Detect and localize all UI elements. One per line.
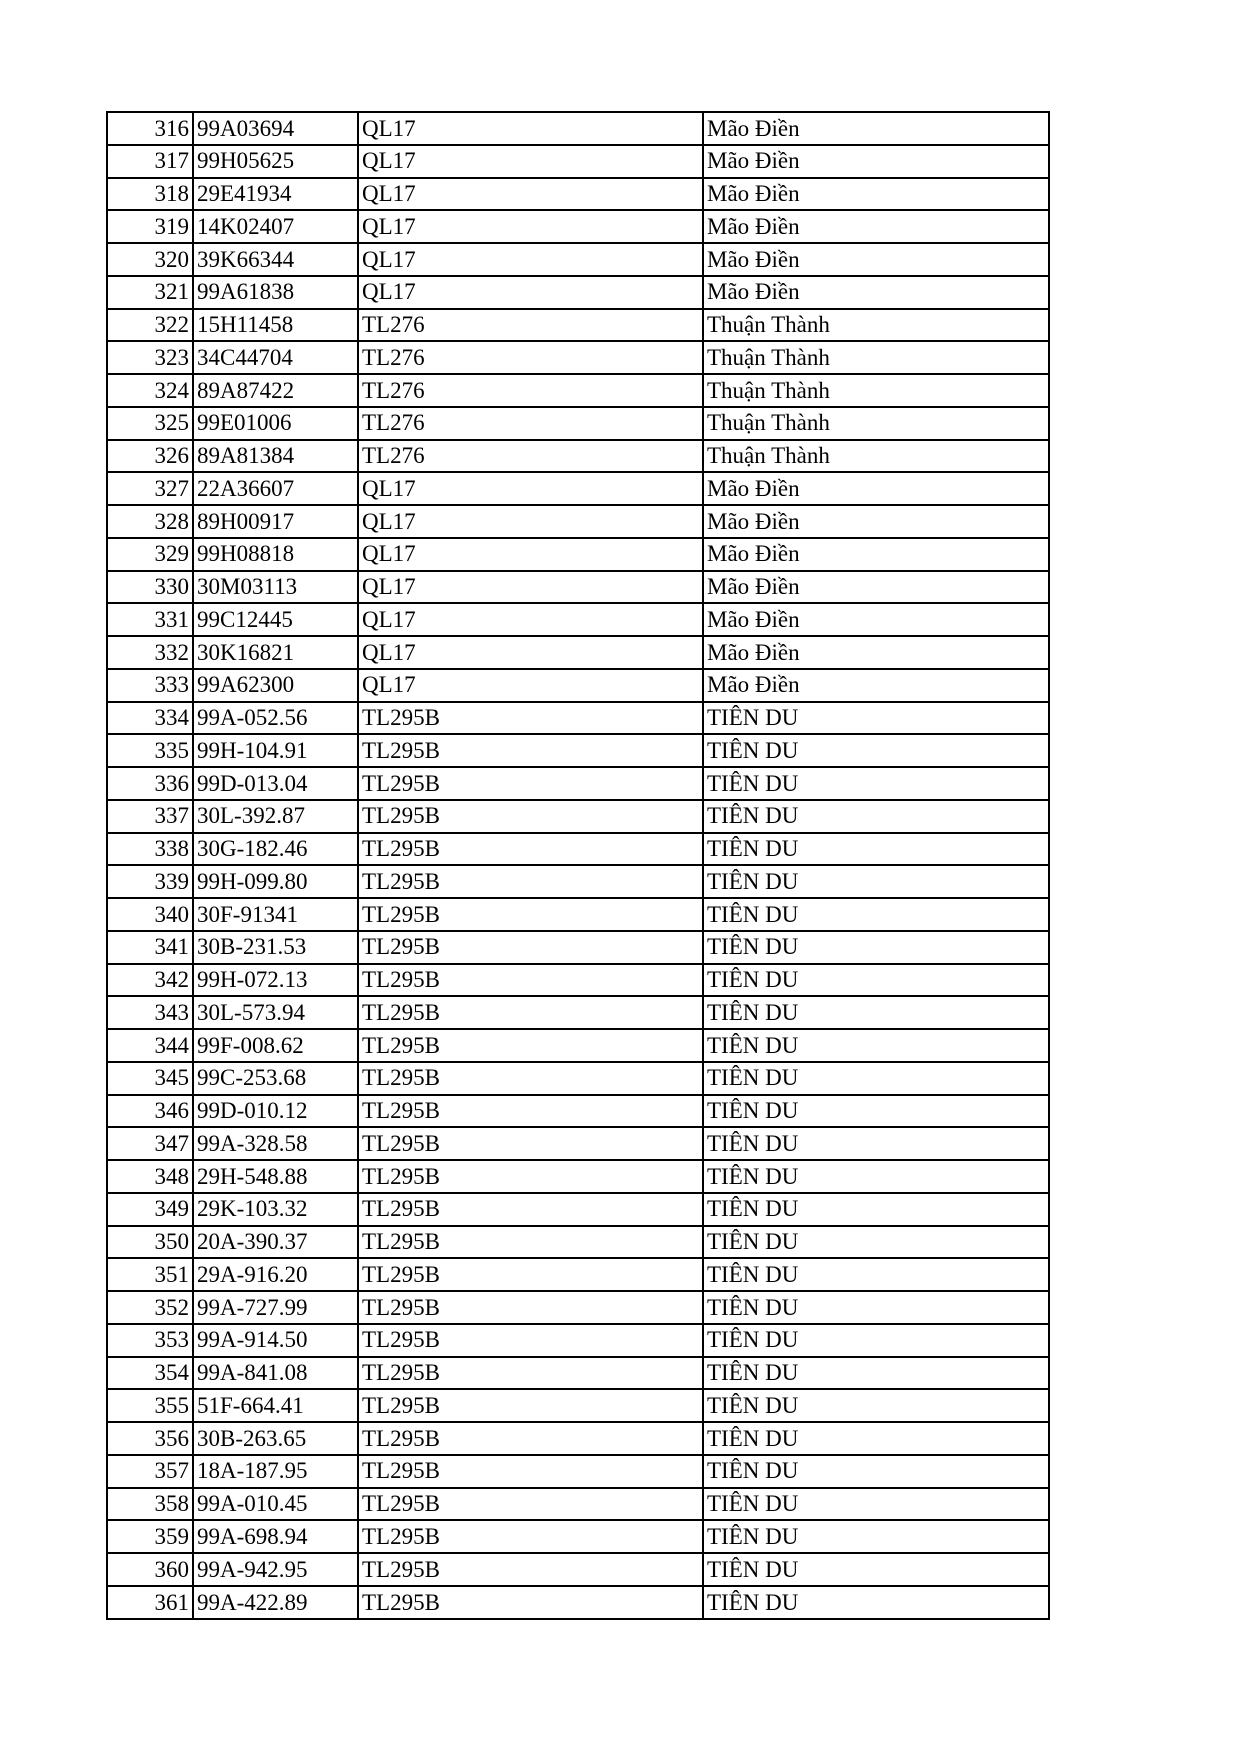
- road-cell: QL17: [358, 538, 703, 571]
- district-cell: TIÊN DU: [703, 931, 1049, 964]
- plate-cell: 30F-91341: [193, 898, 358, 931]
- table-row: [107, 1029, 1049, 1062]
- table-row: [107, 145, 1049, 178]
- table-row: [107, 407, 1049, 440]
- row-index-cell: 346: [107, 1095, 193, 1128]
- row-index-cell: 327: [107, 472, 193, 505]
- plate-cell: 30M03113: [193, 571, 358, 604]
- table-row: [107, 603, 1049, 636]
- plate-cell: 99A-698.94: [193, 1520, 358, 1553]
- table-row: [107, 472, 1049, 505]
- plate-cell: 29H-548.88: [193, 1160, 358, 1193]
- district-cell: Mão Điền: [703, 571, 1049, 604]
- road-cell: TL276: [358, 374, 703, 407]
- district-cell: Thuận Thành: [703, 341, 1049, 374]
- table-row: [107, 865, 1049, 898]
- road-cell: TL295B: [358, 1258, 703, 1291]
- row-index-cell: 341: [107, 931, 193, 964]
- district-cell: TIÊN DU: [703, 1062, 1049, 1095]
- road-cell: QL17: [358, 472, 703, 505]
- plate-cell: 34C44704: [193, 341, 358, 374]
- table-row: [107, 440, 1049, 473]
- row-index-cell: 329: [107, 538, 193, 571]
- road-cell: TL295B: [358, 1062, 703, 1095]
- road-cell: QL17: [358, 210, 703, 243]
- road-cell: TL295B: [358, 1488, 703, 1521]
- row-index-cell: 361: [107, 1586, 193, 1619]
- row-index-cell: 353: [107, 1324, 193, 1357]
- row-index-cell: 323: [107, 341, 193, 374]
- plate-cell: 99H-104.91: [193, 734, 358, 767]
- district-cell: Mão Điền: [703, 243, 1049, 276]
- road-cell: QL17: [358, 276, 703, 309]
- row-index-cell: 349: [107, 1193, 193, 1226]
- plate-cell: 99A-052.56: [193, 702, 358, 735]
- district-cell: Mão Điền: [703, 472, 1049, 505]
- table-row: [107, 309, 1049, 342]
- plate-cell: 99A-942.95: [193, 1553, 358, 1586]
- plate-cell: 99A-841.08: [193, 1357, 358, 1390]
- row-index-cell: 326: [107, 440, 193, 473]
- table-row: [107, 1324, 1049, 1357]
- row-index-cell: 322: [107, 309, 193, 342]
- row-index-cell: 342: [107, 964, 193, 997]
- road-cell: QL17: [358, 178, 703, 211]
- district-cell: Thuận Thành: [703, 374, 1049, 407]
- row-index-cell: 331: [107, 603, 193, 636]
- district-cell: TIÊN DU: [703, 865, 1049, 898]
- row-index-cell: 345: [107, 1062, 193, 1095]
- table-row: [107, 996, 1049, 1029]
- district-cell: TIÊN DU: [703, 1226, 1049, 1259]
- road-cell: QL17: [358, 505, 703, 538]
- road-cell: TL295B: [358, 1586, 703, 1619]
- row-index-cell: 325: [107, 407, 193, 440]
- road-cell: TL295B: [358, 1389, 703, 1422]
- row-index-cell: 343: [107, 996, 193, 1029]
- plate-cell: 20A-390.37: [193, 1226, 358, 1259]
- table-row: [107, 636, 1049, 669]
- row-index-cell: 347: [107, 1127, 193, 1160]
- plate-cell: 29E41934: [193, 178, 358, 211]
- district-cell: TIÊN DU: [703, 1520, 1049, 1553]
- table-row: [107, 1520, 1049, 1553]
- table-row: [107, 833, 1049, 866]
- row-index-cell: 360: [107, 1553, 193, 1586]
- road-cell: QL17: [358, 112, 703, 145]
- plate-cell: 30G-182.46: [193, 833, 358, 866]
- table-row: [107, 1160, 1049, 1193]
- table-row: [107, 1193, 1049, 1226]
- road-cell: TL295B: [358, 931, 703, 964]
- district-cell: TIÊN DU: [703, 702, 1049, 735]
- table-row: [107, 1127, 1049, 1160]
- district-cell: TIÊN DU: [703, 1095, 1049, 1128]
- road-cell: TL295B: [358, 800, 703, 833]
- plate-cell: 99H08818: [193, 538, 358, 571]
- table-row: [107, 243, 1049, 276]
- row-index-cell: 321: [107, 276, 193, 309]
- plate-cell: 99A-422.89: [193, 1586, 358, 1619]
- plate-cell: 99A-727.99: [193, 1291, 358, 1324]
- row-index-cell: 359: [107, 1520, 193, 1553]
- road-cell: TL295B: [358, 767, 703, 800]
- plate-cell: 15H11458: [193, 309, 358, 342]
- road-cell: QL17: [358, 603, 703, 636]
- row-index-cell: 348: [107, 1160, 193, 1193]
- row-index-cell: 344: [107, 1029, 193, 1062]
- district-cell: Thuận Thành: [703, 407, 1049, 440]
- road-cell: TL295B: [358, 1455, 703, 1488]
- row-index-cell: 357: [107, 1455, 193, 1488]
- row-index-cell: 332: [107, 636, 193, 669]
- road-cell: TL295B: [358, 996, 703, 1029]
- plate-cell: 99A61838: [193, 276, 358, 309]
- table-row: [107, 800, 1049, 833]
- row-index-cell: 319: [107, 210, 193, 243]
- district-cell: Thuận Thành: [703, 440, 1049, 473]
- row-index-cell: 334: [107, 702, 193, 735]
- row-index-cell: 324: [107, 374, 193, 407]
- plate-cell: 99F-008.62: [193, 1029, 358, 1062]
- road-cell: TL295B: [358, 1357, 703, 1390]
- plate-cell: 22A36607: [193, 472, 358, 505]
- table-row: [107, 112, 1049, 145]
- row-index-cell: 356: [107, 1422, 193, 1455]
- row-index-cell: 316: [107, 112, 193, 145]
- district-cell: TIÊN DU: [703, 1029, 1049, 1062]
- district-cell: TIÊN DU: [703, 1586, 1049, 1619]
- road-cell: QL17: [358, 145, 703, 178]
- table-row: [107, 505, 1049, 538]
- table-row: [107, 374, 1049, 407]
- plate-cell: 99D-013.04: [193, 767, 358, 800]
- district-cell: TIÊN DU: [703, 898, 1049, 931]
- row-index-cell: 330: [107, 571, 193, 604]
- road-cell: TL276: [358, 407, 703, 440]
- plate-cell: 99C-253.68: [193, 1062, 358, 1095]
- district-cell: Mão Điền: [703, 210, 1049, 243]
- road-cell: TL295B: [358, 1324, 703, 1357]
- row-index-cell: 350: [107, 1226, 193, 1259]
- road-cell: TL295B: [358, 1160, 703, 1193]
- plate-cell: 89A81384: [193, 440, 358, 473]
- road-cell: TL295B: [358, 1422, 703, 1455]
- district-cell: Mão Điền: [703, 178, 1049, 211]
- row-index-cell: 328: [107, 505, 193, 538]
- district-cell: TIÊN DU: [703, 996, 1049, 1029]
- table-row: [107, 178, 1049, 211]
- district-cell: Mão Điền: [703, 636, 1049, 669]
- table-row: [107, 931, 1049, 964]
- table-row: [107, 341, 1049, 374]
- road-cell: QL17: [358, 243, 703, 276]
- row-index-cell: 335: [107, 734, 193, 767]
- row-index-cell: 317: [107, 145, 193, 178]
- district-cell: TIÊN DU: [703, 1357, 1049, 1390]
- road-cell: TL276: [358, 309, 703, 342]
- road-cell: QL17: [358, 571, 703, 604]
- road-cell: TL295B: [358, 898, 703, 931]
- district-cell: TIÊN DU: [703, 964, 1049, 997]
- table-row: [107, 276, 1049, 309]
- plate-cell: 99A-914.50: [193, 1324, 358, 1357]
- plate-cell: 30B-263.65: [193, 1422, 358, 1455]
- plate-cell: 51F-664.41: [193, 1389, 358, 1422]
- plate-cell: 29K-103.32: [193, 1193, 358, 1226]
- row-index-cell: 352: [107, 1291, 193, 1324]
- plate-cell: 30L-392.87: [193, 800, 358, 833]
- plate-cell: 18A-187.95: [193, 1455, 358, 1488]
- district-cell: Mão Điền: [703, 112, 1049, 145]
- table-row: [107, 964, 1049, 997]
- road-cell: QL17: [358, 636, 703, 669]
- district-cell: TIÊN DU: [703, 1488, 1049, 1521]
- row-index-cell: 337: [107, 800, 193, 833]
- plate-cell: 29A-916.20: [193, 1258, 358, 1291]
- row-index-cell: 355: [107, 1389, 193, 1422]
- district-cell: Mão Điền: [703, 603, 1049, 636]
- road-cell: TL295B: [358, 964, 703, 997]
- table-row: [107, 1357, 1049, 1390]
- plate-cell: 99H-072.13: [193, 964, 358, 997]
- road-cell: TL295B: [358, 1553, 703, 1586]
- district-cell: TIÊN DU: [703, 1553, 1049, 1586]
- table-row: [107, 767, 1049, 800]
- table-row: [107, 210, 1049, 243]
- row-index-cell: 340: [107, 898, 193, 931]
- district-cell: TIÊN DU: [703, 1455, 1049, 1488]
- plate-cell: 89A87422: [193, 374, 358, 407]
- table-row: [107, 1291, 1049, 1324]
- row-index-cell: 338: [107, 833, 193, 866]
- district-cell: TIÊN DU: [703, 1389, 1049, 1422]
- district-cell: TIÊN DU: [703, 1258, 1049, 1291]
- table-row: [107, 538, 1049, 571]
- district-cell: Mão Điền: [703, 538, 1049, 571]
- road-cell: TL276: [358, 440, 703, 473]
- row-index-cell: 318: [107, 178, 193, 211]
- road-cell: TL295B: [358, 833, 703, 866]
- plate-cell: 99A03694: [193, 112, 358, 145]
- plate-cell: 14K02407: [193, 210, 358, 243]
- row-index-cell: 336: [107, 767, 193, 800]
- row-index-cell: 354: [107, 1357, 193, 1390]
- road-cell: TL276: [358, 341, 703, 374]
- table-row: [107, 734, 1049, 767]
- table-row: [107, 1488, 1049, 1521]
- plate-cell: 89H00917: [193, 505, 358, 538]
- road-cell: TL295B: [358, 734, 703, 767]
- plate-cell: 99A-328.58: [193, 1127, 358, 1160]
- district-cell: TIÊN DU: [703, 767, 1049, 800]
- vehicle-table: [106, 111, 1050, 1620]
- plate-cell: 30L-573.94: [193, 996, 358, 1029]
- road-cell: TL295B: [358, 702, 703, 735]
- table-row: [107, 1455, 1049, 1488]
- plate-cell: 99D-010.12: [193, 1095, 358, 1128]
- plate-cell: 99E01006: [193, 407, 358, 440]
- road-cell: TL295B: [358, 1029, 703, 1062]
- district-cell: TIÊN DU: [703, 1160, 1049, 1193]
- plate-cell: 99H05625: [193, 145, 358, 178]
- road-cell: TL295B: [358, 1193, 703, 1226]
- table-row: [107, 1586, 1049, 1619]
- district-cell: TIÊN DU: [703, 1422, 1049, 1455]
- road-cell: TL295B: [358, 865, 703, 898]
- row-index-cell: 320: [107, 243, 193, 276]
- plate-cell: 30B-231.53: [193, 931, 358, 964]
- table-row: [107, 1422, 1049, 1455]
- row-index-cell: 339: [107, 865, 193, 898]
- table-row: [107, 1226, 1049, 1259]
- plate-cell: 99A-010.45: [193, 1488, 358, 1521]
- table-row: [107, 898, 1049, 931]
- road-cell: QL17: [358, 669, 703, 702]
- district-cell: TIÊN DU: [703, 1324, 1049, 1357]
- district-cell: TIÊN DU: [703, 1127, 1049, 1160]
- plate-cell: 99C12445: [193, 603, 358, 636]
- road-cell: TL295B: [358, 1095, 703, 1128]
- row-index-cell: 351: [107, 1258, 193, 1291]
- table-row: [107, 669, 1049, 702]
- district-cell: TIÊN DU: [703, 800, 1049, 833]
- district-cell: TIÊN DU: [703, 1193, 1049, 1226]
- table-row: [107, 1553, 1049, 1586]
- table-row: [107, 571, 1049, 604]
- plate-cell: 30K16821: [193, 636, 358, 669]
- district-cell: TIÊN DU: [703, 833, 1049, 866]
- vehicle-table-body: [107, 112, 1049, 1619]
- plate-cell: 99H-099.80: [193, 865, 358, 898]
- district-cell: TIÊN DU: [703, 734, 1049, 767]
- district-cell: Mão Điền: [703, 276, 1049, 309]
- row-index-cell: 358: [107, 1488, 193, 1521]
- table-row: [107, 1389, 1049, 1422]
- plate-cell: 99A62300: [193, 669, 358, 702]
- table-row: [107, 1095, 1049, 1128]
- row-index-cell: 333: [107, 669, 193, 702]
- road-cell: TL295B: [358, 1127, 703, 1160]
- table-row: [107, 1062, 1049, 1095]
- district-cell: TIÊN DU: [703, 1291, 1049, 1324]
- road-cell: TL295B: [358, 1520, 703, 1553]
- district-cell: Mão Điền: [703, 505, 1049, 538]
- road-cell: TL295B: [358, 1226, 703, 1259]
- road-cell: TL295B: [358, 1291, 703, 1324]
- district-cell: Mão Điền: [703, 669, 1049, 702]
- district-cell: Mão Điền: [703, 145, 1049, 178]
- table-row: [107, 1258, 1049, 1291]
- district-cell: Thuận Thành: [703, 309, 1049, 342]
- table-row: [107, 702, 1049, 735]
- plate-cell: 39K66344: [193, 243, 358, 276]
